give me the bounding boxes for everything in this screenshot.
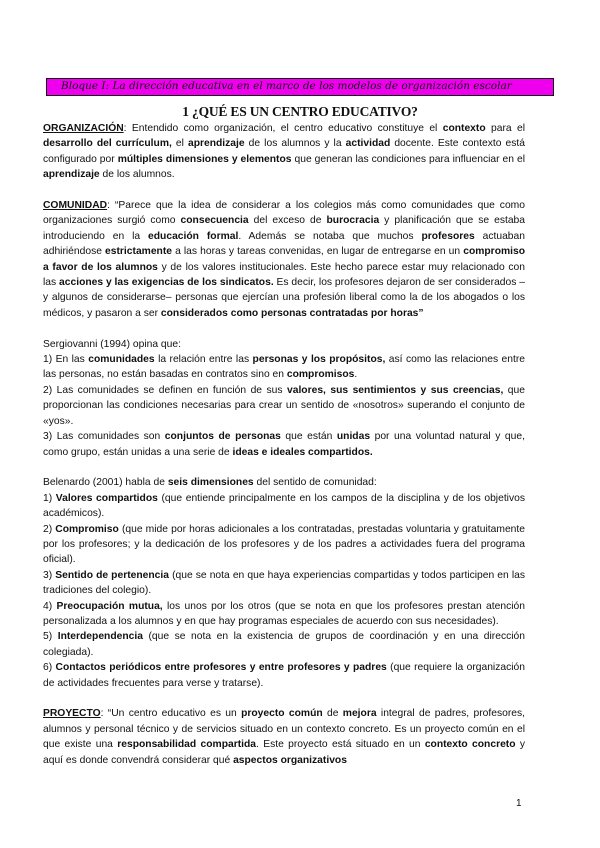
paragraph-proyecto: PROYECTO: “Un centro educativo es un proyecto común de mejora integral de padres, profesores, alumnos y personal técnico y de servicios situado en un contexto concreto. Es un proyecto común en el que existe una responsabilidad compartida. Este proyecto está situado en un contexto concreto y aquí es donde convendrá considerar qué aspectos organizativos <box>43 708 526 766</box>
list-item: 1) Valores compartidos (que entiende principalmente en los campos de la disciplina y de los objetivos académicos). <box>43 492 525 520</box>
list-item: 1) En las comunidades la relación entre las personas y los propósitos, así como las relaciones entre las personas, no están basadas en contratos sino en compromisos. <box>43 354 526 381</box>
section-banner <box>46 78 554 96</box>
belenardo-intro: Belenardo (2001) habla de seis dimensiones del sentido de comunidad: <box>43 477 377 489</box>
paragraph-organizacion: ORGANIZACIÓN: Entendido como organización, el centro educativo constituye el contexto para el desarrollo del currículum, el aprendizaje de los alumnos y la actividad docente. Este contexto está configurado por múltiples dimensiones y elementos que generan las condiciones para influenciar en el aprendizaje de los alumnos. <box>43 123 525 181</box>
document-body <box>43 121 525 768</box>
list-item: 4) Preocupación mutua, los unos por los otros (que se nota en que los profesores prestan atención personalizada a los alumnos y en que hay programas especiales de acuerdo con sus necesidades). <box>43 600 525 627</box>
page-number: 1 <box>516 798 522 809</box>
list-item: 3) Sentido de pertenencia (que se nota en que haya experiencias compartidas y todos participen en las tradiciones del colegio). <box>43 569 525 597</box>
sergiovanni-intro: Sergiovanni (1994) opina que: <box>43 338 181 350</box>
list-item: 3) Las comunidades son conjuntos de personas que están unidas por una voluntad natural y que, como grupo, están unidas a una serie de ideas e ideales compartidos. <box>43 431 525 458</box>
list-item: 2) Compromiso (que mide por horas adicionales a los contratadas, prestadas voluntaria y gratuitamente por los profesores; y la dedicación de los profesores y de los padres a actividades fuera del programa oficial). <box>43 523 525 566</box>
page-title: 1 ¿QUÉ ES UN CENTRO EDUCATIVO? <box>182 104 418 119</box>
list-item: 5) Interdependencia (que se nota en la existencia de grupos de coordinación y en una dirección colegiada). <box>43 631 525 658</box>
list-item: 6) Contactos periódicos entre profesores y entre profesores y padres (que requiere la organización de actividades frecuentes para verse y tratarse). <box>43 662 525 689</box>
banner-text: Bloque I: La dirección educativa en el marco de los modelos de organización escolar <box>61 80 512 92</box>
paragraph-comunidad: COMUNIDAD: “Parece que la idea de considerar a los colegios más como comunidades que como organizaciones surgió como consecuencia del exceso de burocracia y planificación que se estaba introduciendo en la educación formal. Además se notaba que muchos profesores actuaban adhiriéndose estrictamente a las horas y tareas convenidas, en lugar de entregarse en un compromiso a favor de los alumnos y de los valores institucionales. Este hecho parece estar muy relacionado con las acciones y las exigencias de los sindicatos. Es decir, los profesores dejaron de ser considerados –y algunos de considerarse– personas que ejercían una profesión liberal como la de los abogados o los médicos, y pasaron a ser considerados como personas contratadas por horas” <box>43 200 526 319</box>
list-item: 2) Las comunidades se definen en función de sus valores, sus sentimientos y sus creencias, que proporcionan las condiciones necesarias para crear un sentido de «nosotros» superando el conjunto de «yos». <box>43 384 525 427</box>
